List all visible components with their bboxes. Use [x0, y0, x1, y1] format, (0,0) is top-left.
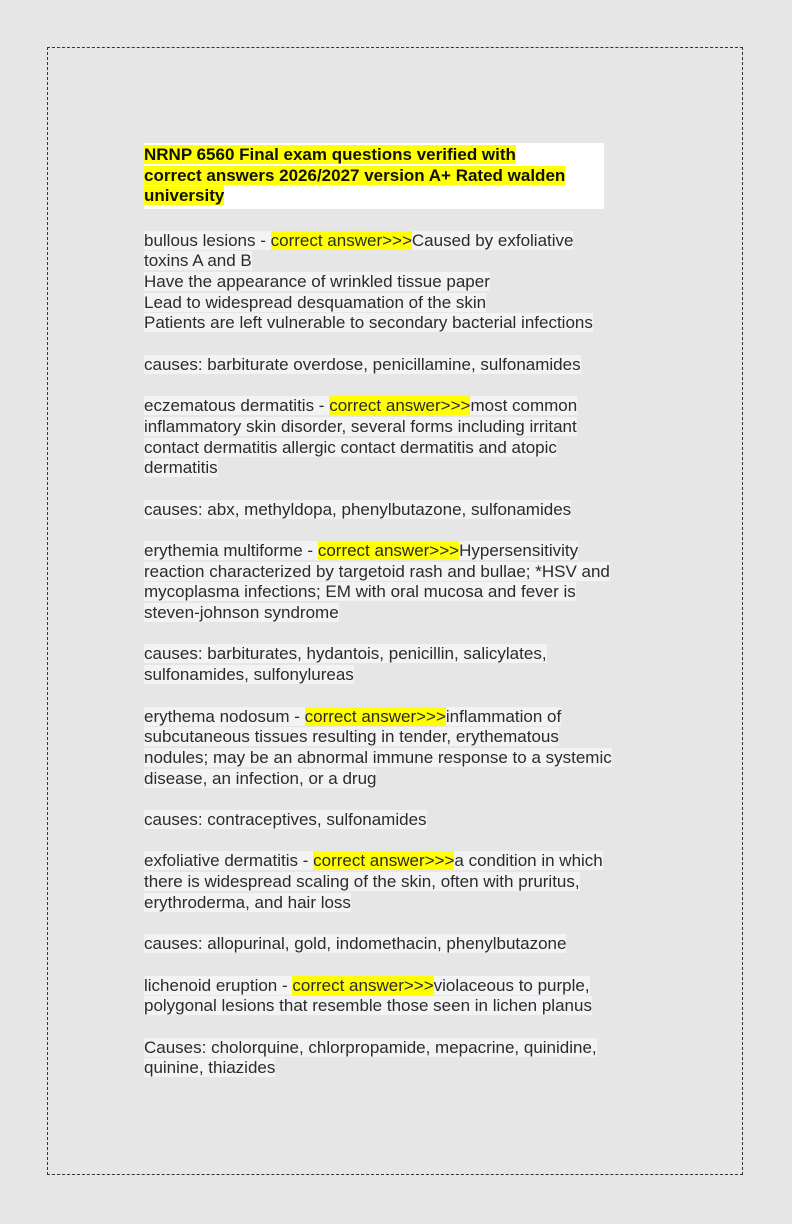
term-name: eczematous dermatitis - [144, 396, 330, 416]
definition-line: steven-johnson syndrome [144, 603, 339, 623]
correct-answer-highlight: correct answer>>> [313, 851, 455, 871]
definition-text: a condition in which [454, 851, 603, 871]
definition-line: polygonal lesions that resemble those seen in lichen planus [144, 996, 592, 1016]
term-name: erythema nodosum - [144, 706, 305, 726]
causes-entry [144, 500, 644, 521]
causes-line: causes: abx, methyldopa, phenylbutazone, sulfonamides [144, 499, 572, 519]
definition-line: dermatitis [144, 458, 218, 478]
title-line: NRNP 6560 Final exam questions verified with [144, 145, 516, 164]
causes-line: Causes: cholorquine, chlorpropamide, mepacrine, quinidine, [144, 1037, 597, 1057]
causes-entry [144, 810, 644, 831]
term-entry-exfoliative-dermatitis [144, 851, 644, 913]
causes-line: causes: allopurinal, gold, indomethacin, phenylbutazone [144, 934, 567, 954]
term-name: erythemia multiforme - [144, 540, 318, 560]
definition-line: erythroderma, and hair loss [144, 892, 351, 912]
causes-entry [144, 934, 644, 955]
document-title-box [144, 143, 604, 209]
causes-entry [144, 355, 644, 376]
definition-line: disease, an infection, or a drug [144, 768, 377, 788]
definition-line: nodules; may be an abnormal immune response to a systemic [144, 747, 612, 767]
causes-line: quinine, thiazides [144, 1058, 276, 1078]
correct-answer-highlight: correct answer>>> [329, 396, 471, 416]
term-entry-erythema-nodosum [144, 707, 644, 790]
term-entry-bullous-lesions [144, 231, 644, 335]
term-entry-eczematous-dermatitis [144, 396, 644, 479]
definition-line: Have the appearance of wrinkled tissue paper [144, 271, 490, 291]
title-line: university [144, 186, 225, 205]
title-line: correct answers 2026/2027 version A+ Rated walden [144, 165, 566, 185]
document-title [144, 145, 604, 207]
term-name: bullous lesions - [144, 230, 271, 250]
term-name: lichenoid eruption - [144, 975, 293, 995]
causes-entry [144, 1038, 644, 1079]
definition-text: violaceous to purple, [433, 975, 590, 995]
definition-line: Patients are left vulnerable to secondary bacterial infections [144, 313, 593, 333]
term-entry-lichenoid-eruption [144, 976, 644, 1017]
causes-line: causes: barbiturates, hydantois, penicillin, salicylates, [144, 644, 547, 664]
correct-answer-highlight: correct answer>>> [304, 706, 446, 726]
definition-line: subcutaneous tissues resulting in tender, erythematous [144, 727, 559, 747]
definition-text: inflammation of [445, 706, 562, 726]
definition-line: toxins A and B [144, 251, 252, 271]
causes-line: causes: contraceptives, sulfonamides [144, 810, 427, 830]
correct-answer-highlight: correct answer>>> [292, 975, 434, 995]
definition-text: Hypersensitivity [459, 540, 579, 560]
causes-line: causes: barbiturate overdose, penicillamine, sulfonamides [144, 354, 581, 374]
definition-text: most common [470, 396, 578, 416]
definition-line: Lead to widespread desquamation of the skin [144, 292, 487, 312]
definition-line: reaction characterized by targetoid rash and bullae; *HSV and [144, 561, 610, 581]
document-content [144, 143, 644, 1100]
correct-answer-highlight: correct answer>>> [270, 230, 412, 250]
correct-answer-highlight: correct answer>>> [317, 540, 460, 560]
definition-text: Caused by exfoliative [411, 230, 574, 250]
causes-entry [144, 644, 644, 685]
definition-line: there is widespread scaling of the skin, often with pruritus, [144, 872, 580, 892]
term-entry-erythemia-multiforme [144, 541, 644, 624]
definition-line: inflammatory skin disorder, several forms including irritant [144, 416, 577, 436]
definition-line: mycoplasma infections; EM with oral mucosa and fever is [144, 582, 576, 602]
term-name: exfoliative dermatitis - [144, 851, 314, 871]
definition-line: contact dermatitis allergic contact dermatitis and atopic [144, 437, 557, 457]
causes-line: sulfonamides, sulfonylureas [144, 665, 354, 685]
